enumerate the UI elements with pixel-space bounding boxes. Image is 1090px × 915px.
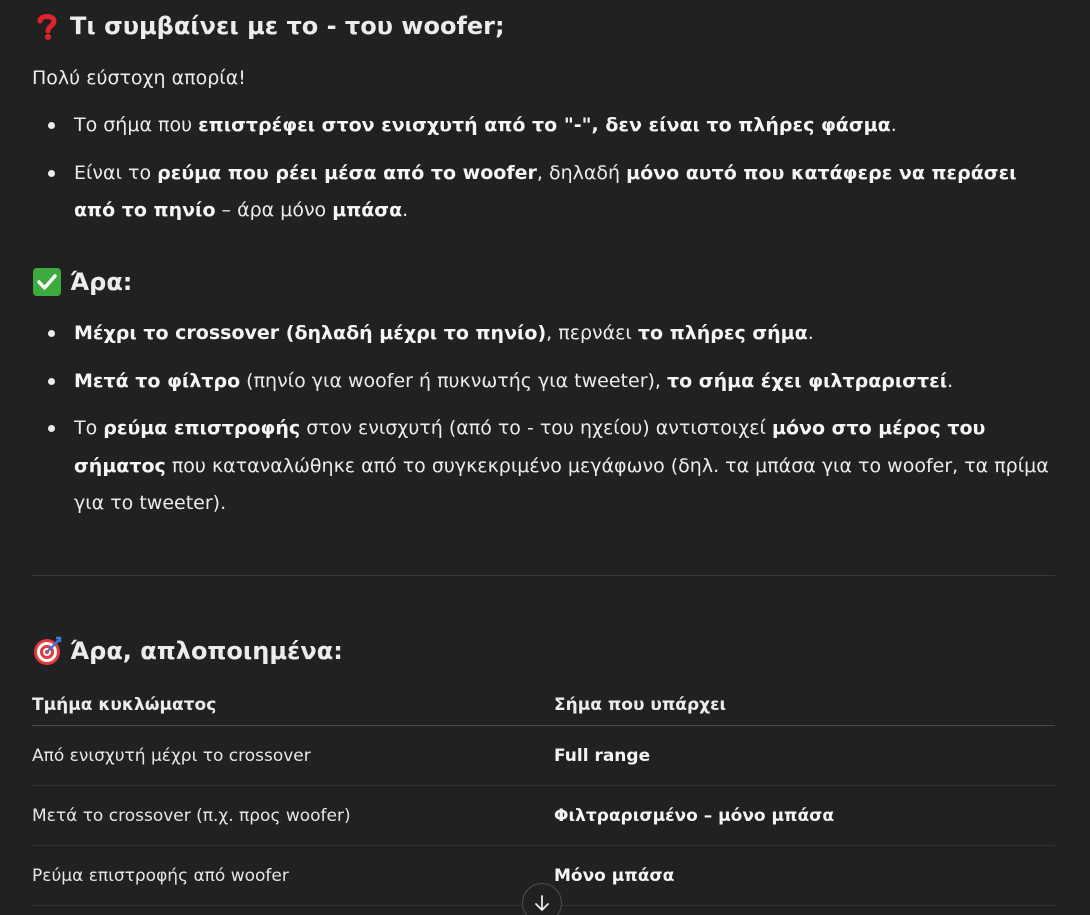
table-cell: Ρεύμα επιστροφής από woofer	[32, 846, 554, 906]
table-cell	[554, 726, 1055, 786]
table-row	[32, 726, 1055, 786]
heading-summary	[32, 636, 343, 666]
list-item	[32, 107, 1055, 145]
text: .	[807, 322, 814, 344]
question-mark-icon	[32, 11, 62, 41]
table-cell	[554, 846, 1055, 906]
target-icon	[32, 636, 62, 666]
text: .	[402, 199, 409, 221]
text: που καταναλώθηκε από το συγκεκριμένο μεγάφωνο (δηλ. τα μπάσα για το woofer, τα πρίμα για το tweeter).	[74, 454, 1049, 514]
table-cell	[554, 786, 1055, 846]
scroll-to-bottom-button[interactable]	[522, 883, 562, 915]
text: – άρα μόνο	[215, 199, 333, 221]
bold-text: μόνο αυτό που κατάφερε να περάσει από το πηνίο	[74, 161, 1017, 221]
heading-ara-text: Άρα:	[70, 268, 133, 296]
bold-text: ρεύμα επιστροφής	[103, 417, 301, 439]
text: Το σήμα που	[74, 114, 199, 136]
list-item	[32, 410, 1055, 523]
text: στον ενισχυτή (από το - του ηχείου) αντιστοιχεί	[300, 417, 773, 439]
check-mark-icon	[32, 267, 62, 297]
table-row	[32, 786, 1055, 846]
text: (πηνίο για woofer ή πυκνωτής για tweeter),	[240, 369, 667, 392]
text: .	[947, 369, 954, 392]
heading-question-text: Τι συμβαίνει με το - του woofer;	[70, 12, 505, 40]
bold-text: το σήμα έχει φιλτραριστεί	[667, 369, 948, 392]
summary-table	[32, 685, 1055, 906]
table-cell-value: Μόνο μπάσα	[554, 865, 675, 886]
bold-text: Μέχρι το crossover (δηλαδή μέχρι το πηνίο)	[74, 322, 547, 344]
table-cell-value: Φιλτραρισμένο – μόνο μπάσα	[554, 805, 835, 826]
table-header-circuit-part: Τμήμα κυκλώματος	[32, 685, 554, 726]
heading-ara	[32, 267, 132, 297]
heading-question	[32, 11, 505, 41]
table-header-signal: Σήμα που υπάρχει	[554, 685, 1055, 726]
text: .	[890, 114, 897, 136]
table-header-row	[32, 685, 1055, 726]
table-cell-value: Full range	[554, 745, 651, 766]
bold-text: μπάσα	[332, 199, 403, 221]
intro-text: Πολύ εύστοχη απορία!	[32, 67, 246, 89]
table-cell: Μετά το crossover (π.χ. προς woofer)	[32, 786, 554, 846]
text: Είναι το	[74, 161, 158, 184]
list-item	[32, 155, 1055, 230]
heading-summary-text: Άρα, απλοποιημένα:	[70, 637, 343, 665]
bold-text: επιστρέφει στον ενισχυτή από το "-", δεν είναι το πλήρες φάσμα	[198, 114, 891, 136]
list-item	[32, 315, 1055, 353]
bold-text: το πλήρες σήμα	[637, 322, 808, 344]
bold-text: Μετά το φίλτρο	[74, 369, 241, 392]
bullet-list-1	[32, 107, 1055, 230]
arrow-down-icon	[533, 894, 551, 912]
bold-text: μόνο στο μέρος του σήματος	[74, 417, 986, 477]
list-item	[32, 363, 1055, 401]
bullet-list-2	[32, 315, 1055, 523]
text: Το	[74, 417, 104, 439]
text: , περνάει	[546, 322, 638, 344]
table-cell: Από ενισχυτή μέχρι το crossover	[32, 726, 554, 786]
bold-text: ρεύμα που ρέει μέσα από το woofer	[157, 161, 537, 184]
divider	[32, 575, 1055, 576]
text: , δηλαδή	[536, 161, 627, 184]
